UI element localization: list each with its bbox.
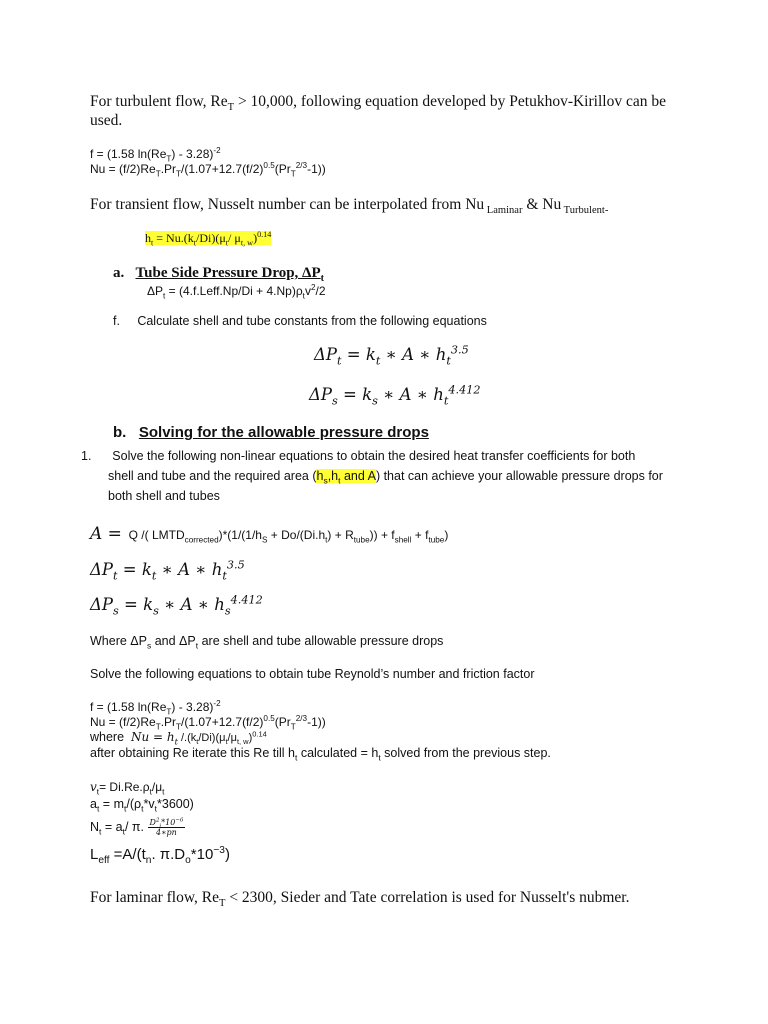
after-obtaining-line: after obtaining Re iterate this Re till $h_t$ calculated = $h_t$ solved from the previous step. bbox=[90, 746, 551, 763]
step-1-line1: 1. Solve the following non-linear equations to obtain the desired heat transfer coefficients for both bbox=[81, 449, 636, 463]
section-b-heading: b. Solving for the allowable pressure drops bbox=[113, 424, 429, 441]
flow-area-equation: $a_t = m_t/(\rho_t*v_t*3600)$ bbox=[90, 797, 194, 814]
laminar-flow-text: For laminar flow, $Re_T < 2300$, Sieder and Tate correlation is used for Nusselt's nubmer. bbox=[90, 889, 630, 910]
where-pressure-drops-line: Where $\Delta P_s$ and $\Delta P_t$ are shell and tube allowable pressure drops bbox=[90, 634, 444, 651]
step-f: f. Calculate shell and tube constants from the following equations bbox=[113, 314, 487, 328]
section-a-heading: a. Tube Side Pressure Drop, $\Delta P_t$ bbox=[113, 265, 325, 284]
shell-pressure-drop-relation: $\Delta P_s = k_s$ ∗ A ∗ $h_s^{4.412}$ bbox=[90, 593, 263, 618]
tube-constant-equation: $\Delta P_t = k_t$ ∗ A ∗ $h_t^{3.5}$ bbox=[314, 343, 469, 368]
ht-equation-highlighted: $h_t = Nu.(k_t/Di)(\mu_t/$ $\mu_{t, w})^{0.14}$ bbox=[145, 230, 272, 248]
tube-count-equation: $N_t = a_t/$ π. $\frac{D^2_i*10^{-6}}{4∗pn}$ bbox=[90, 817, 184, 837]
solve-reynolds-line: Solve the following equations to obtain tube Reynold’s number and friction factor bbox=[90, 667, 535, 681]
velocity-equation: $v_t= Di.Re.\rho_t/\mu_t$ bbox=[90, 780, 165, 797]
friction-factor-equation: f = (1.58 $\ln(Re_T) - 3.28)^{-2}$ bbox=[90, 146, 221, 164]
area-equation: A = Q /( $LMTD_{corrected})*(1/(1/h_S + Do/(Di.h_t) + R_{tube})) + f_{shell} + f_{tube}$) bbox=[90, 524, 449, 545]
turbulent-intro-line2: used. bbox=[90, 112, 123, 129]
tube-pressure-drop-equation: $\Delta P_t$ = (4.f.Leff.Np/Di + $4.Np)\rho_tv^2/2$ bbox=[147, 283, 326, 301]
transient-flow-text: For transient flow, Nusselt number can be interpolated from Nu $_{Laminar}$ & Nu $_{Turbulent-}$ bbox=[90, 196, 609, 217]
where-nusselt-line: where $Nu = h_t$ $/.(k_t/Di)(\mu_t/\mu_{t, w})^{0.14}$ bbox=[90, 729, 267, 747]
tube-pressure-drop-relation: $\Delta P_t = k_t$ ∗ A ∗ $h_t^{3.5}$ bbox=[90, 558, 245, 583]
nusselt-equation-2: $Nu = (f/2)Re_T.Pr_T/(1.07+12.7(f/2)^{0.5}(Pr_T^{2/3}-1))$ bbox=[90, 714, 326, 732]
turbulent-intro-line1: For turbulent flow, $Re_T > 10,000$, following equation developed by Petukhov-Kirillov can be bbox=[90, 93, 666, 114]
nusselt-equation: $Nu = (f/2)Re_T.Pr_T/(1.07+12.7(f/2)^{0.5}(Pr_T^{2/3}-1))$ bbox=[90, 161, 326, 179]
step-1-line2: shell and tube and the required area ($h_s,h_t$ and A) that can achieve your allowable pressure drops for bbox=[108, 469, 663, 486]
friction-factor-equation-2: f = (1.58 $\ln(Re_T) - 3.28)^{-2}$ bbox=[90, 699, 221, 717]
shell-constant-equation: $\Delta P_s = k_s$ ∗ A ∗ $h_t^{4.412}$ bbox=[309, 383, 481, 408]
tube-count-fraction: $\frac{D^2_i*10^{-6}}{4∗pn}$ bbox=[149, 817, 184, 837]
effective-length-equation: $L_{eff} =A/(t_n$. $\pi.D_o*10^{-3}$) bbox=[90, 845, 230, 866]
step-1-line3: both shell and tubes bbox=[108, 489, 220, 503]
